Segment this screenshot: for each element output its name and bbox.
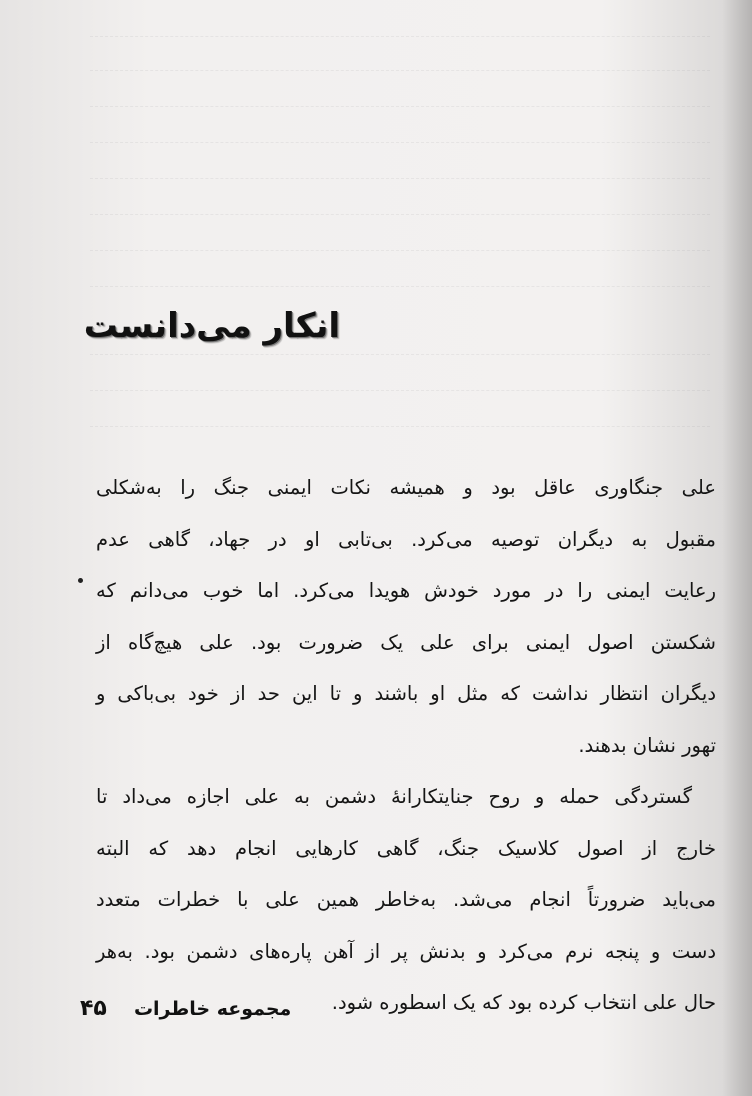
text-line: رعایت ایمنی را در مورد خودش هویدا می‌کرد. اما خوب می‌دانم که xyxy=(96,579,716,602)
paragraph xyxy=(96,771,716,1029)
text-line: گستردگی حمله و روح جنایتکارانهٔ دشمن به علی اجازه می‌داد تا xyxy=(96,785,692,808)
show-through-line xyxy=(90,92,710,107)
show-through-line xyxy=(90,164,710,179)
body-text xyxy=(96,462,716,1029)
paragraph xyxy=(96,462,716,771)
text-line: خارج از اصول کلاسیک جنگ، گاهی کارهایی انجام دهد که البته xyxy=(96,836,716,860)
text-line: علی جنگاوری عاقل بود و همیشه نکات ایمنی جنگ را به‌شکلی xyxy=(96,476,716,499)
text-line: تهور نشان بدهند. xyxy=(578,733,716,757)
text-line: دست و پنجه نرم می‌کرد و بدنش پر از آهن پاره‌های دشمن بود. به‌هر xyxy=(96,939,716,963)
text-line: حال علی انتخاب کرده بود که یک اسطوره شود. xyxy=(331,991,716,1014)
show-through-line xyxy=(90,272,710,287)
show-through-line xyxy=(90,236,710,251)
footer-book-title: مجموعه خاطرات xyxy=(133,998,292,1020)
show-through-line xyxy=(90,56,710,71)
show-through-line xyxy=(90,128,710,143)
section-title: انکار می‌دانست xyxy=(83,306,340,346)
show-through-line xyxy=(90,22,710,37)
text-line: می‌باید ضرورتاً انجام می‌شد. به‌خاطر همین علی با خطرات متعدد xyxy=(96,888,716,911)
text-line: دیگران انتظار نداشت که مثل او باشند و تا این حد از خود بی‌باکی و xyxy=(96,682,716,705)
show-through-line xyxy=(90,376,710,391)
text-line: مقبول به دیگران توصیه می‌کرد. بی‌تابی او در جهاد، گاهی عدم xyxy=(96,527,716,551)
margin-mark xyxy=(78,578,83,583)
show-through-line xyxy=(90,412,710,427)
page-footer xyxy=(80,996,291,1021)
page-edge-shadow xyxy=(722,0,752,1096)
page-number: ۴۵ xyxy=(80,996,107,1021)
show-through-line xyxy=(90,200,710,215)
text-line: شکستن اصول ایمنی برای علی یک ضرورت بود. علی هیچ‌گاه از xyxy=(96,630,716,654)
